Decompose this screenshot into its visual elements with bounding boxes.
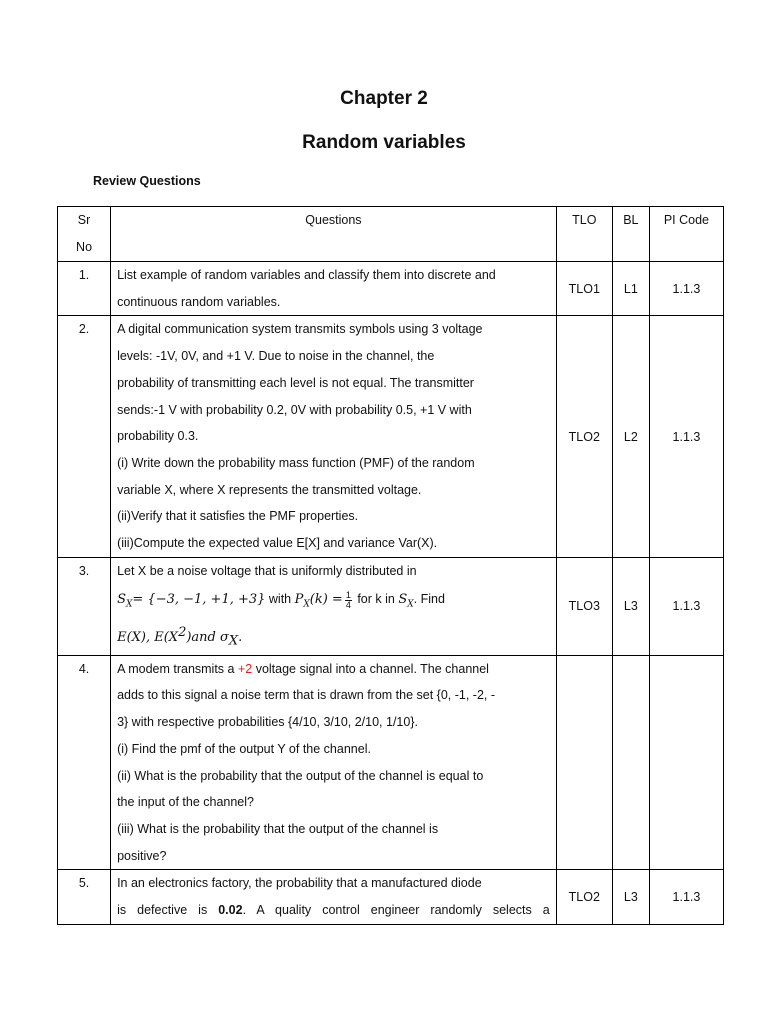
highlighted-value: +2 — [237, 661, 253, 676]
question-line: continuous random variables. — [117, 294, 281, 309]
column-header-bl: BL — [612, 207, 649, 262]
table-row — [58, 557, 724, 655]
section-heading: Review Questions — [93, 174, 201, 188]
question-line: (i) Write down the probability mass function (PMF) of the random — [117, 455, 475, 470]
math-sx: $S_X$ — [117, 592, 133, 611]
column-header-pi-code: PI Code — [649, 207, 723, 262]
row-number: 5. — [58, 870, 111, 925]
question-line: A modem transmits a +2 voltage signal into a channel. The channel — [117, 661, 489, 676]
tlo-cell — [556, 655, 612, 870]
math-superscript: 2 — [178, 625, 187, 641]
question-line: probability 0.3. — [117, 429, 199, 444]
tlo-cell: TLO1 — [556, 262, 612, 316]
question-line: (i) Find the pmf of the output Y of the channel. — [117, 741, 371, 756]
table-header-row — [58, 207, 724, 262]
question-cell — [111, 557, 557, 655]
question-line: (iii)Compute the expected value E[X] and variance Var(X). — [117, 536, 438, 551]
question-line: variable X, where X represents the transmitted voltage. — [117, 482, 422, 497]
question-line: adds to this signal a noise term that is drawn from the set {0, -1, -2, - — [117, 688, 496, 703]
math-and-sigma: )and σ — [186, 630, 229, 646]
math-sx-2: $S_X$ — [398, 592, 414, 611]
chapter-heading: Chapter 2 — [340, 88, 428, 109]
question-line: sends:-1 V with probability 0.2, 0V with probability 0.5, +1 V with — [117, 402, 472, 417]
math-fraction: $\frac{1}{4}$ — [345, 589, 351, 610]
question-cell — [111, 262, 557, 316]
row-number: 3. — [58, 557, 111, 655]
pi-code-cell: 1.1.3 — [649, 870, 723, 925]
question-line: levels: -1V, 0V, and +1 V. Due to noise in the channel, the — [117, 349, 435, 364]
question-line: (iii) What is the probability that the output of the channel is — [117, 821, 439, 836]
question-line: (ii) What is the probability that the output of the channel is equal to — [117, 768, 484, 783]
column-header-sr: Sr — [77, 213, 91, 227]
tlo-cell: TLO3 — [556, 557, 612, 655]
bold-value: 0.02 — [218, 903, 243, 918]
bl-cell: L2 — [612, 316, 649, 557]
table-row — [58, 262, 724, 316]
table-row — [58, 655, 724, 870]
pi-code-cell — [649, 655, 723, 870]
column-header-no: No — [76, 240, 93, 254]
math-px: $P_X$ — [294, 592, 310, 611]
question-line: 3} with respective probabilities {4/10, 3/10, 2/10, 1/10}. — [117, 715, 418, 730]
question-line: In an electronics factory, the probability that a manufactured diode — [117, 876, 482, 891]
pi-code-cell: 1.1.3 — [649, 557, 723, 655]
question-line: is defective is 0.02. A quality control engineer randomly selects a — [117, 903, 550, 918]
math-line-set — [117, 584, 550, 620]
bl-cell: L3 — [612, 557, 649, 655]
math-pmf: (k) = — [309, 592, 343, 608]
table-row — [58, 316, 724, 557]
column-header-questions: Questions — [111, 207, 557, 262]
row-number: 4. — [58, 655, 111, 870]
question-line: probability of transmitting each level is not equal. The transmitter — [117, 375, 474, 390]
bl-cell: L3 — [612, 870, 649, 925]
math-subscript: X — [228, 633, 239, 649]
row-number: 2. — [58, 316, 111, 557]
question-cell — [111, 870, 557, 925]
math-line-moments: E(X), $E(X^2)and$ $\sigma_X$. — [117, 625, 243, 649]
row-number: 1. — [58, 262, 111, 316]
tlo-cell: TLO2 — [556, 870, 612, 925]
question-cell — [111, 655, 557, 870]
question-line: (ii)Verify that it satisfies the PMF properties. — [117, 509, 359, 524]
question-cell — [111, 316, 557, 557]
question-line: positive? — [117, 848, 167, 863]
math-expectation: E(X), E(X — [117, 630, 179, 646]
bl-cell — [612, 655, 649, 870]
questions-table — [57, 206, 724, 925]
bl-cell: L1 — [612, 262, 649, 316]
page-title: Random variables — [302, 132, 466, 153]
column-header-sr-no — [58, 207, 111, 262]
math-set: = {−3, −1, +1, +3} — [132, 592, 266, 608]
question-line: the input of the channel? — [117, 795, 254, 810]
question-line: Let X be a noise voltage that is uniformly distributed in — [117, 563, 417, 578]
tlo-cell: TLO2 — [556, 316, 612, 557]
question-line: A digital communication system transmits symbols using 3 voltage — [117, 322, 483, 337]
find-text: . Find — [413, 592, 445, 607]
pi-code-cell: 1.1.3 — [649, 316, 723, 557]
column-header-tlo: TLO — [556, 207, 612, 262]
question-line: List example of random variables and classify them into discrete and — [117, 268, 496, 282]
pi-code-cell: 1.1.3 — [649, 262, 723, 316]
with-text: with — [265, 592, 295, 607]
table-row — [58, 870, 724, 925]
for-text: for k in — [353, 592, 399, 607]
